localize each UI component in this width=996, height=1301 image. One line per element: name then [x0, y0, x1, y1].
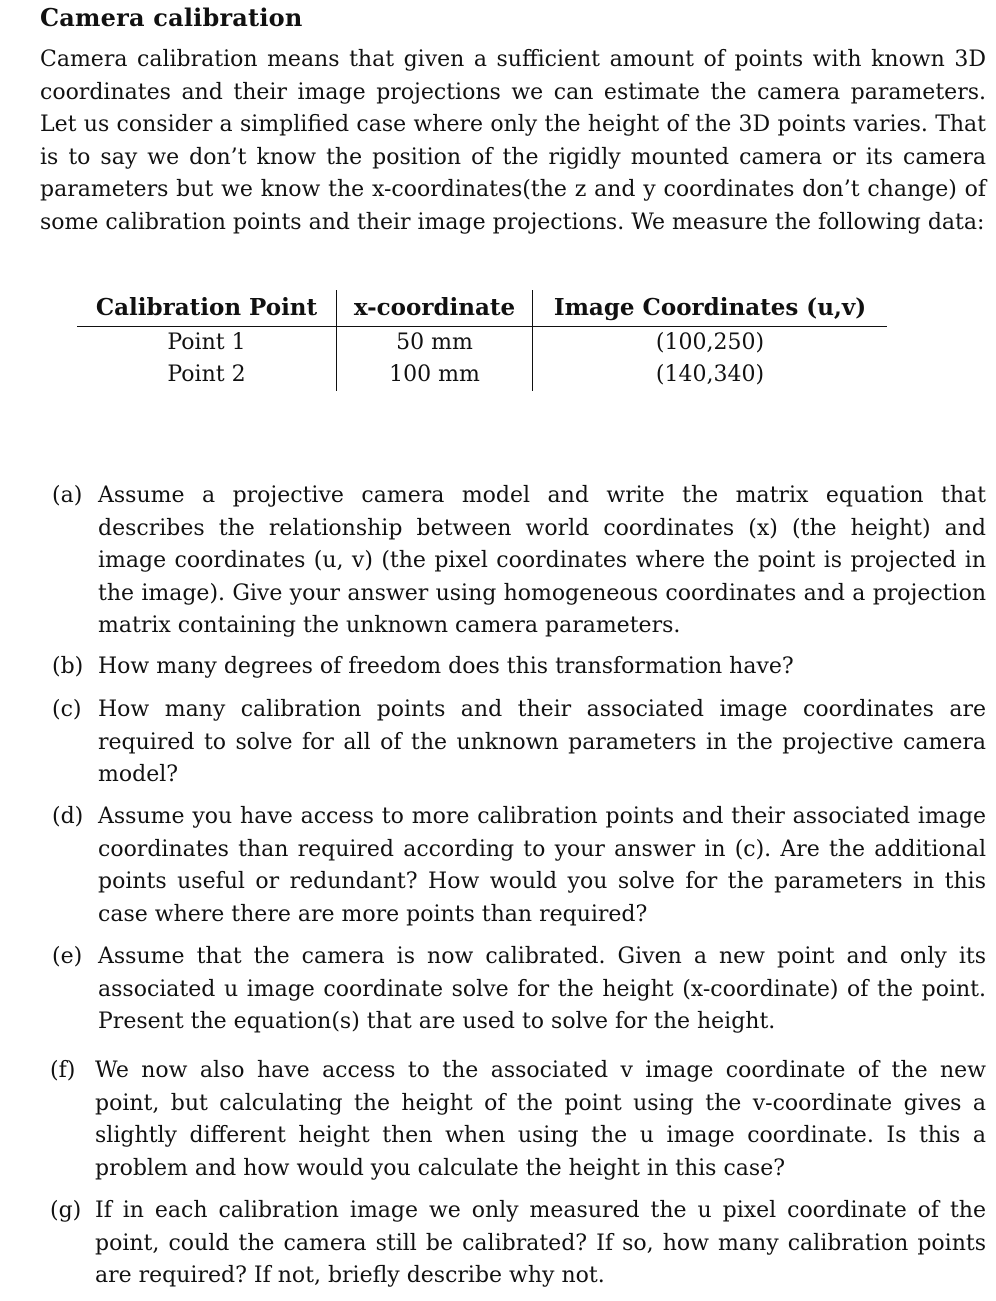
question-text: How many degrees of freedom does this transformation have? — [98, 654, 794, 679]
calibration-table — [77, 290, 887, 391]
table-cell-x: 100 mm — [337, 359, 533, 391]
table-cell-point: Point 2 — [167, 362, 246, 387]
table-cell-x: 50 mm — [337, 327, 533, 360]
table-cell-uv: (100,250) — [533, 327, 888, 360]
question-text: Assume a projective camera model and write the matrix equation that describes the relationship between world coordinates (x) (the height) and image coordinates (u, v) (the pixel coordinates where the point is projected in the image). Give your answer using homogeneous coordinates and a projection matrix containing the unknown camera parameters. — [98, 483, 986, 638]
question-label: (g) — [50, 1198, 82, 1223]
question-label: (e) — [52, 944, 83, 969]
table-row — [77, 327, 887, 360]
question-label: (a) — [52, 483, 83, 508]
question-text: We now also have access to the associated v image coordinate of the new point, but calculating the height of the point using the v-coordinate gives a slightly different height then when using the u image coordinate. Is this a problem and how would you calculate the height in this case? — [95, 1058, 986, 1181]
intro-paragraph: Camera calibration means that given a sufficient amount of points with known 3D coordinates and their image projections we can estimate the camera parameters. Let us consider a simplified case where only the height of the 3D points varies. That is to say we don’t know the position of the rigidly mounted camera or its camera parameters but we know the x-coordinates(the z and y coordinates don’t change) of some calibration points and their image projections. We measure the following data: — [40, 47, 986, 235]
table-row — [77, 359, 887, 391]
question-text: Assume you have access to more calibration points and their associated image coordinates than required according to your answer in (c). Are the additional points useful or redundant? How would you solve for the parameters in this case where there are more points than required? — [98, 804, 986, 927]
calibration-table-wrapper — [77, 290, 887, 391]
question-label: (f) — [50, 1058, 76, 1083]
table-cell-point: Point 1 — [167, 330, 246, 355]
question-text: If in each calibration image we only measured the u pixel coordinate of the point, could the camera still be calibrated? If so, how many calibration points are required? If not, briefly describe why not. — [95, 1198, 986, 1288]
question-label: (b) — [52, 654, 84, 679]
header-image-coordinates: Image Coordinates (u,v) — [533, 290, 888, 327]
section-title: Camera calibration — [40, 3, 303, 32]
table-cell-uv: (140,340) — [533, 359, 888, 391]
table-header-row — [77, 290, 887, 327]
header-calibration-point: Calibration Point — [77, 290, 337, 327]
question-label: (d) — [52, 804, 84, 829]
question-text: How many calibration points and their associated image coordinates are required to solve for all of the unknown parameters in the projective camera model? — [98, 697, 986, 787]
header-x-coordinate: x-coordinate — [337, 290, 533, 327]
question-text: Assume that the camera is now calibrated. Given a new point and only its associated u image coordinate solve for the height (x-coordinate) of the point. Present the equation(s) that are used to solve for the height. — [98, 944, 986, 1034]
question-label: (c) — [52, 697, 82, 722]
